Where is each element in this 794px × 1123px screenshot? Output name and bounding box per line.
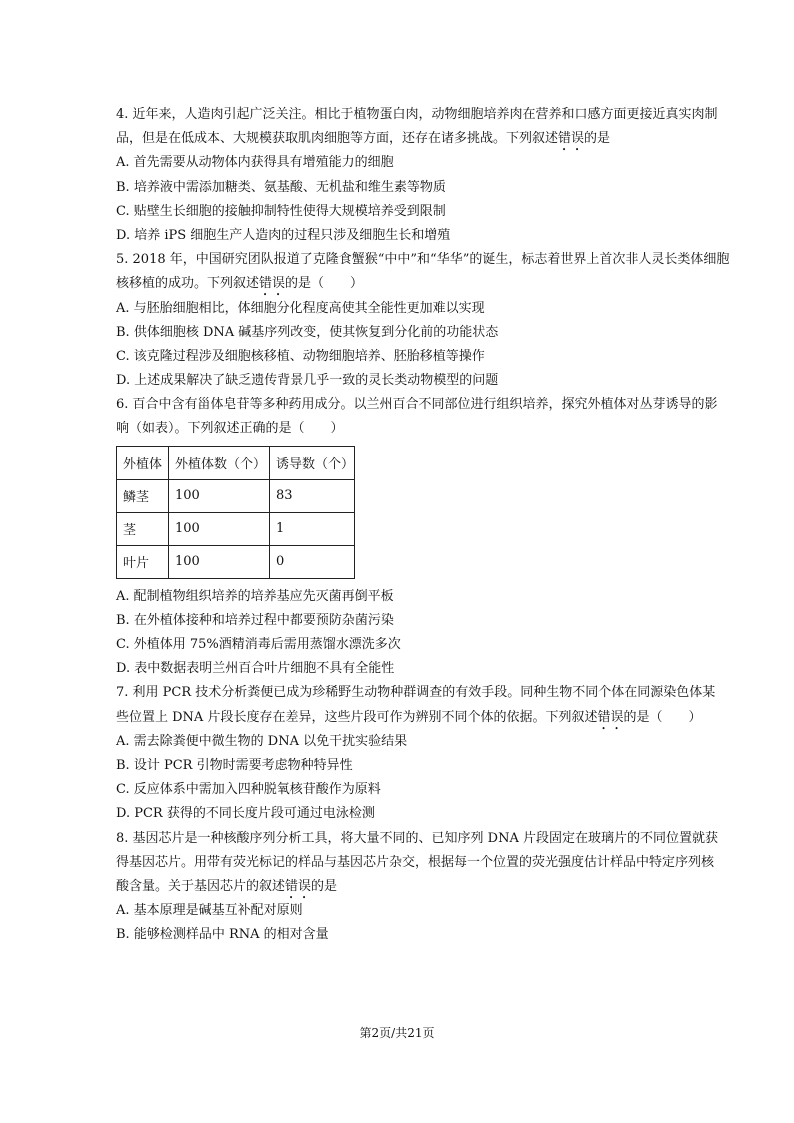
stem-text: 的是 — [584, 131, 611, 147]
option-a[interactable]: A. 与胚胎细胞相比，体细胞分化程度高使其全能性更加难以实现 — [116, 300, 485, 316]
table-cell: 0 — [270, 545, 355, 578]
option-a[interactable]: A. 配制植物组织培养的培养基应先灭菌再倒平板 — [116, 588, 394, 604]
stem-text: 的是（ ） — [623, 709, 702, 725]
table-row — [117, 545, 355, 578]
explant-induction-table — [116, 446, 355, 579]
page-footer: 第2页/共21页 — [359, 1026, 435, 1040]
table-row — [117, 512, 355, 545]
option-b[interactable]: B. 能够检测样品中 RNA 的相对含量 — [116, 927, 329, 943]
question-6-stem-line-2: 响（如表）。下列叙述正确的是（ ） — [116, 421, 344, 437]
option-a[interactable]: A. 首先需要从动物体内获得具有增殖能力的细胞 — [116, 155, 394, 171]
stem-text: 的是 — [311, 878, 338, 894]
option-c[interactable]: C. 贴壁生长细胞的接触抑制特性使得大规模培养受到限制 — [116, 203, 446, 219]
table-cell: 茎 — [117, 512, 169, 545]
emphasis-word: 错误 — [558, 131, 585, 147]
question-8-stem-line-3 — [116, 875, 691, 899]
option-d[interactable]: D. 培养 iPS 细胞生产人造肉的过程只涉及细胞生长和增殖 — [116, 227, 451, 243]
table-header-cell: 外植体 — [117, 446, 169, 479]
question-7 — [116, 681, 716, 826]
option-c[interactable]: C. 反应体系中需加入四种脱氧核苷酸作为原料 — [116, 782, 381, 798]
option-b[interactable]: B. 培养液中需添加糖类、氨基酸、无机盐和维生素等物质 — [116, 179, 446, 195]
option-b[interactable]: B. 供体细胞核 DNA 碱基序列改变，使其恢复到分化前的功能状态 — [116, 324, 499, 340]
question-5-stem-line-2 — [116, 272, 691, 296]
stem-text: 些位置上 DNA 片段长度存在差异，这些片段可作为辨别不同个体的依据。下列叙述 — [116, 709, 598, 725]
stem-text: 的是（ ） — [285, 276, 364, 292]
table-header-cell: 诱导数（个） — [270, 446, 355, 479]
table-cell: 叶片 — [117, 545, 169, 578]
option-a[interactable]: A. 基本原理是碱基互补配对原则 — [116, 903, 303, 919]
option-d[interactable]: D. 上述成果解决了缺乏遗传背景几乎一致的灵长类动物模型的问题 — [116, 373, 499, 389]
question-8-stem-line-2: 得基因芯片。用带有荧光标记的样品与基因芯片杂交，根据每一个位置的荧光强度估计样品中特定序列核 — [116, 854, 715, 870]
question-4-stem-line-1: 4. 近年来，人造肉引起广泛关注。相比于植物蛋白肉，动物细胞培养肉在营养和口感方面更接近真实肉制 — [116, 107, 718, 122]
emphasis-word: 错误 — [259, 276, 286, 292]
question-8-stem-line-1: 8. 基因芯片是一种核酸序列分析工具，将大量不同的、已知序列 DNA 片段固定在玻璃片的不同位置就获 — [116, 830, 718, 846]
stem-text: 核移植的成功。下列叙述 — [116, 276, 260, 292]
stem-text: 酸含量。关于基因芯片的叙述 — [116, 878, 286, 894]
question-4 — [116, 103, 718, 248]
question-8 — [116, 827, 718, 948]
option-d[interactable]: D. 表中数据表明兰州百合叶片细胞不具有全能性 — [116, 661, 395, 677]
option-b[interactable]: B. 设计 PCR 引物时需要考虑物种特异性 — [116, 757, 353, 773]
question-4-stem-line-2 — [116, 127, 691, 151]
table-cell: 鳞茎 — [117, 479, 169, 512]
question-5 — [116, 248, 730, 393]
table-header-row — [117, 446, 355, 479]
exam-page-content — [116, 103, 730, 947]
table-row — [117, 479, 355, 512]
question-6 — [116, 393, 718, 681]
table-cell: 1 — [270, 512, 355, 545]
table-cell: 100 — [169, 479, 270, 512]
option-a[interactable]: A. 需去除粪便中微生物的 DNA 以免干扰实验结果 — [116, 733, 408, 749]
table-header-cell: 外植体数（个） — [169, 446, 270, 479]
table-cell: 100 — [169, 545, 270, 578]
stem-text: 品，但是在低成本、大规模获取肌肉细胞等方面，还存在诸多挑战。下列叙述 — [116, 131, 559, 147]
emphasis-word: 错误 — [597, 709, 624, 725]
question-5-stem-line-1: 5. 2018 年，中国研究团队报道了克隆食蟹猴“中中”和“华华”的诞生，标志着世界上首次非人灵长类体细胞 — [116, 252, 730, 268]
table-cell: 100 — [169, 512, 270, 545]
question-7-stem-line-2 — [116, 706, 702, 730]
emphasis-word: 错误 — [285, 878, 312, 894]
option-d[interactable]: D. PCR 获得的不同长度片段可通过电泳检测 — [116, 806, 375, 822]
option-c[interactable]: C. 该克隆过程涉及细胞核移植、动物细胞培养、胚胎移植等操作 — [116, 348, 485, 364]
question-7-stem-line-1: 7. 利用 PCR 技术分析粪便已成为珍稀野生动物种群调查的有效手段。同种生物不同个体在同源染色体某 — [116, 685, 716, 701]
option-b[interactable]: B. 在外植体接种和培养过程中都要预防杂菌污染 — [116, 612, 394, 628]
table-cell: 83 — [270, 479, 355, 512]
option-c[interactable]: C. 外植体用 75%酒精消毒后需用蒸馏水漂洗多次 — [116, 637, 401, 652]
question-6-stem-line-1: 6. 百合中含有甾体皂苷等多种药用成分。以兰州百合不同部位进行组织培养，探究外植体对丛芽诱导的影 — [116, 397, 718, 413]
